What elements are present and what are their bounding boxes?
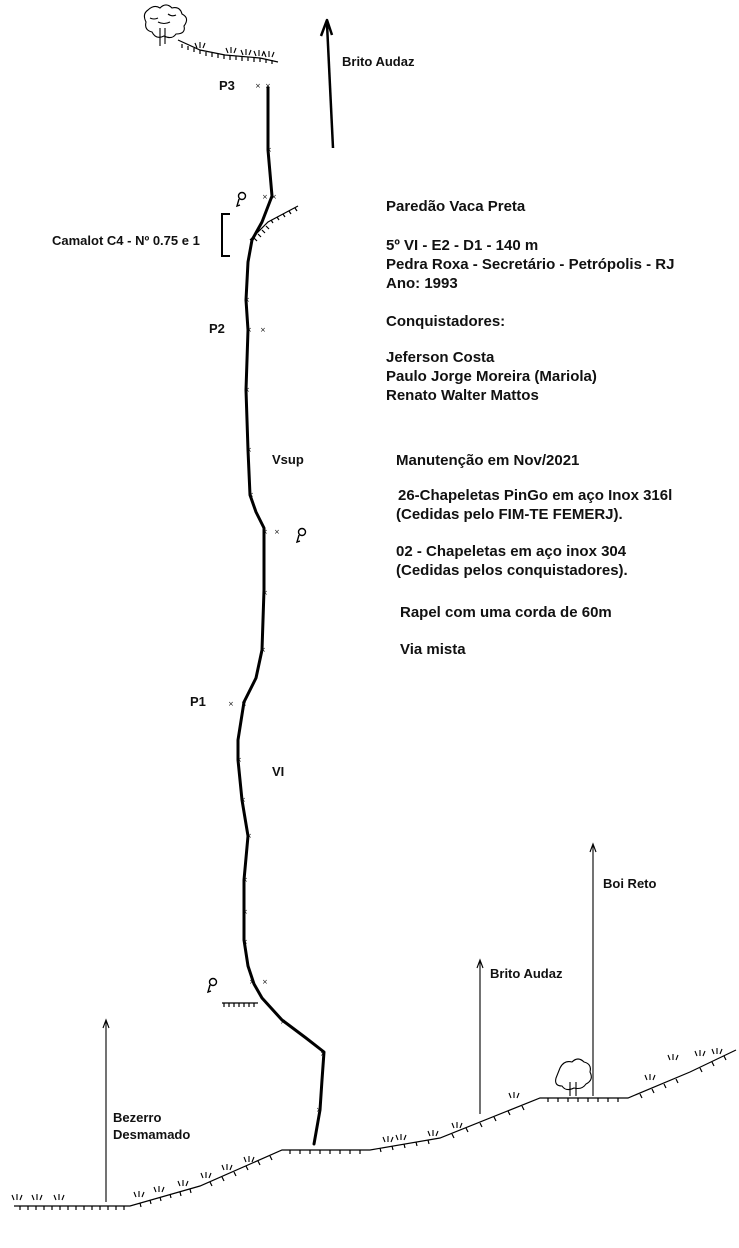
x-bolt-icon: × — [228, 700, 234, 708]
upper-ledge — [250, 206, 298, 240]
x-bolt-icon: × — [262, 589, 268, 597]
x-bolt-icon: × — [280, 1018, 286, 1026]
rappel-ring-icon — [297, 529, 306, 543]
x-bolt-icon: × — [320, 1050, 326, 1058]
grass-tuft-icon — [54, 1194, 64, 1200]
x-bolt-icon: × — [266, 146, 272, 154]
grass-tuft-icon — [509, 1092, 519, 1098]
grass-tuft-icon — [32, 1194, 42, 1200]
arrow-brito-bottom — [477, 960, 483, 1114]
label-boi-reto: Boi Reto — [603, 876, 657, 891]
x-bolt-icon: × — [242, 908, 248, 916]
grass-tuft-icon — [178, 1180, 188, 1186]
conquerors-heading: Conquistadores: — [386, 313, 506, 330]
rappel-ring-icon — [208, 979, 217, 993]
x-bolt-icon: × — [244, 296, 250, 304]
grass-tuft-icon — [201, 1172, 211, 1178]
grass-tuft-icon — [241, 49, 251, 55]
label-p3: P3 — [219, 78, 235, 93]
grass-tuft-icon — [645, 1074, 655, 1080]
route-info-block — [386, 198, 674, 658]
x-bolt-icon: × — [246, 832, 252, 840]
bolts-304-line-1: 02 - Chapeletas em aço inox 304 — [396, 543, 627, 560]
grass-tuft-icon — [134, 1191, 144, 1197]
grass-tuft-icon — [254, 50, 264, 56]
grass-tuft-icon — [695, 1050, 705, 1056]
route-year: Ano: 1993 — [386, 275, 458, 292]
route-location: Pedra Roxa - Secretário - Petrópolis - RJ — [386, 256, 675, 273]
x-bolt-icon: × — [260, 646, 266, 654]
conqueror-item: Renato Walter Mattos — [386, 387, 539, 404]
label-bezerro-1: Bezerro — [113, 1110, 162, 1125]
x-bolt-icon: × — [244, 386, 250, 394]
rappel-note: Rapel com uma corda de 60m — [400, 604, 612, 621]
x-bolt-icon: × — [249, 978, 255, 986]
bolts-pingo-line-2: (Cedidas pelo FIM-TE FEMERJ). — [396, 506, 623, 523]
x-bolt-icon: × — [240, 796, 246, 804]
x-bolt-icon: × — [246, 326, 252, 334]
grass-tuft-icon — [12, 1194, 22, 1200]
arrow-brito-top — [321, 20, 333, 148]
label-brito-top: Brito Audaz — [342, 54, 415, 69]
x-bolt-icon: × — [248, 491, 254, 499]
terrain — [14, 40, 736, 1210]
label-camalot: Camalot C4 - Nº 0.75 e 1 — [52, 233, 200, 248]
x-bolt-icon: × — [262, 193, 268, 201]
x-bolt-icon: × — [241, 700, 247, 708]
arrow-bezerro — [103, 1020, 109, 1202]
grass-tuft-icon — [244, 1156, 254, 1162]
conqueror-item: Paulo Jorge Moreira (Mariola) — [386, 368, 597, 385]
x-bolt-icon: × — [260, 326, 266, 334]
x-bolt-icon: × — [255, 82, 261, 90]
grass-tuft-icon — [264, 51, 274, 57]
grass-tufts — [12, 42, 722, 1200]
x-bolt-icon: × — [271, 193, 277, 201]
conqueror-item: Jeferson Costa — [386, 349, 495, 366]
x-bolt-icon: × — [262, 978, 268, 986]
maintenance-heading: Manutenção em Nov/2021 — [396, 452, 580, 469]
arrow-boi-reto — [590, 844, 596, 1096]
bolts-pingo-line-1: 26-Chapeletas PinGo em aço Inox 316l — [398, 487, 673, 504]
grass-tuft-icon — [383, 1136, 393, 1142]
style-note: Via mista — [400, 641, 466, 658]
grass-tuft-icon — [668, 1054, 678, 1060]
x-bolt-icon: × — [236, 756, 242, 764]
label-vsup: Vsup — [272, 452, 304, 467]
route-title: Paredão Vaca Preta — [386, 198, 526, 215]
bolts — [228, 82, 326, 1114]
grass-tuft-icon — [195, 42, 205, 48]
tree-icon — [144, 5, 186, 46]
label-vi: VI — [272, 764, 285, 779]
grass-tuft-icon — [154, 1186, 164, 1192]
route-grade: 5º VI - E2 - D1 - 140 m — [386, 237, 539, 254]
rappel-ring-icon — [237, 193, 246, 207]
x-bolt-icon: × — [265, 82, 271, 90]
grass-tuft-icon — [222, 1164, 232, 1170]
grass-tuft-icon — [712, 1048, 722, 1054]
camalot-bracket — [222, 214, 230, 256]
label-p1: P1 — [190, 694, 206, 709]
grass-tuft-icon — [428, 1130, 438, 1136]
grass-tuft-icon — [452, 1122, 462, 1128]
x-bolt-icon: × — [316, 1106, 322, 1114]
summit-ledge — [178, 40, 278, 62]
label-bezerro-2: Desmamado — [113, 1127, 191, 1142]
x-bolt-icon: × — [242, 876, 248, 884]
grass-tuft-icon — [226, 47, 236, 53]
label-brito-bottom: Brito Audaz — [490, 966, 563, 981]
x-bolt-icon: × — [242, 938, 248, 946]
bolts-304-line-2: (Cedidas pelos conquistadores). — [396, 562, 628, 579]
x-bolt-icon: × — [262, 528, 268, 536]
tree-icon — [556, 1059, 592, 1096]
grass-tuft-icon — [396, 1134, 406, 1140]
x-bolt-icon: × — [246, 446, 252, 454]
label-p2: P2 — [209, 321, 225, 336]
x-bolt-icon: × — [274, 528, 280, 536]
